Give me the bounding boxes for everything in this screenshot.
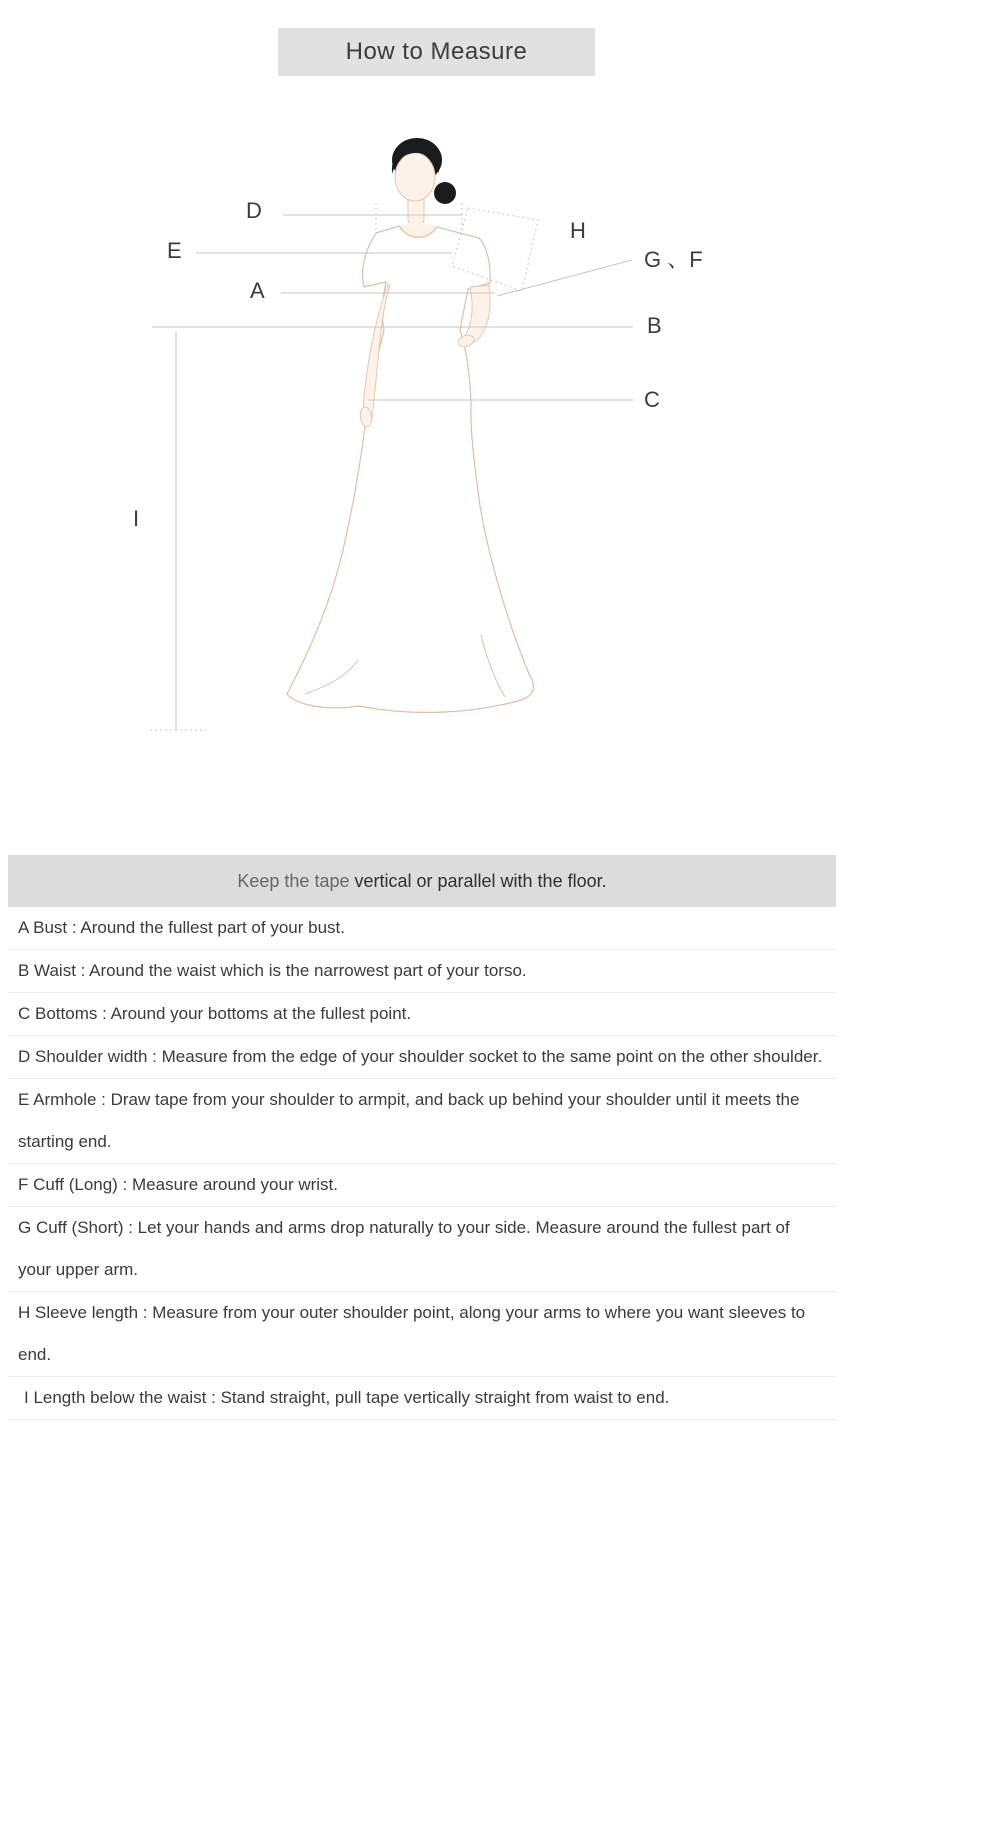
label-bottoms-c: C bbox=[644, 387, 660, 412]
woman-figure bbox=[287, 138, 533, 712]
measure-row-g-cuff-short: G Cuff (Short) : Let your hands and arms drop naturally to your side. Measure around the fullest part of your upper arm. bbox=[8, 1207, 836, 1292]
face bbox=[395, 153, 435, 201]
label-sleeve-h: H bbox=[570, 218, 586, 243]
line-gf-cuff bbox=[497, 260, 632, 296]
measure-row-h-sleeve-length: H Sleeve length : Measure from your outer shoulder point, along your arms to where you want sleeves to end. bbox=[8, 1292, 836, 1377]
label-shoulder-d: D bbox=[246, 198, 262, 223]
measure-row-a-bust: A Bust : Around the fullest part of your bust. bbox=[8, 907, 836, 950]
label-length-i: I bbox=[133, 506, 140, 531]
measure-row-b-waist: B Waist : Around the waist which is the narrowest part of your torso. bbox=[8, 950, 836, 993]
page-title-text: How to Measure bbox=[345, 38, 528, 65]
table-header-emphasis: vertical or parallel with the floor. bbox=[354, 871, 607, 891]
label-bust-a: A bbox=[250, 278, 265, 303]
page-title bbox=[278, 28, 595, 76]
measurement-diagram bbox=[0, 100, 840, 780]
measure-row-c-bottoms: C Bottoms : Around your bottoms at the fullest point. bbox=[8, 993, 836, 1036]
measure-row-e-armhole: E Armhole : Draw tape from your shoulder to armpit, and back up behind your shoulder until it meets the starting end. bbox=[8, 1079, 836, 1164]
figure-illustration bbox=[0, 100, 840, 780]
measure-row-i-length: I Length below the waist : Stand straight, pull tape vertically straight from waist to end. bbox=[8, 1377, 836, 1420]
table-header bbox=[8, 855, 836, 907]
measure-row-d-shoulder: D Shoulder width : Measure from the edge of your shoulder socket to the same point on the other shoulder. bbox=[8, 1036, 836, 1079]
hair-bun bbox=[434, 182, 456, 204]
measurement-table bbox=[8, 855, 836, 1420]
label-armhole-e: E bbox=[167, 238, 182, 263]
table-header-prefix: Keep the tape bbox=[237, 871, 355, 891]
label-waist-b: B bbox=[647, 313, 662, 338]
measure-row-f-cuff-long: F Cuff (Long) : Measure around your wrist. bbox=[8, 1164, 836, 1207]
label-cuff-gf: G 、F bbox=[644, 247, 703, 272]
dress bbox=[287, 226, 533, 712]
